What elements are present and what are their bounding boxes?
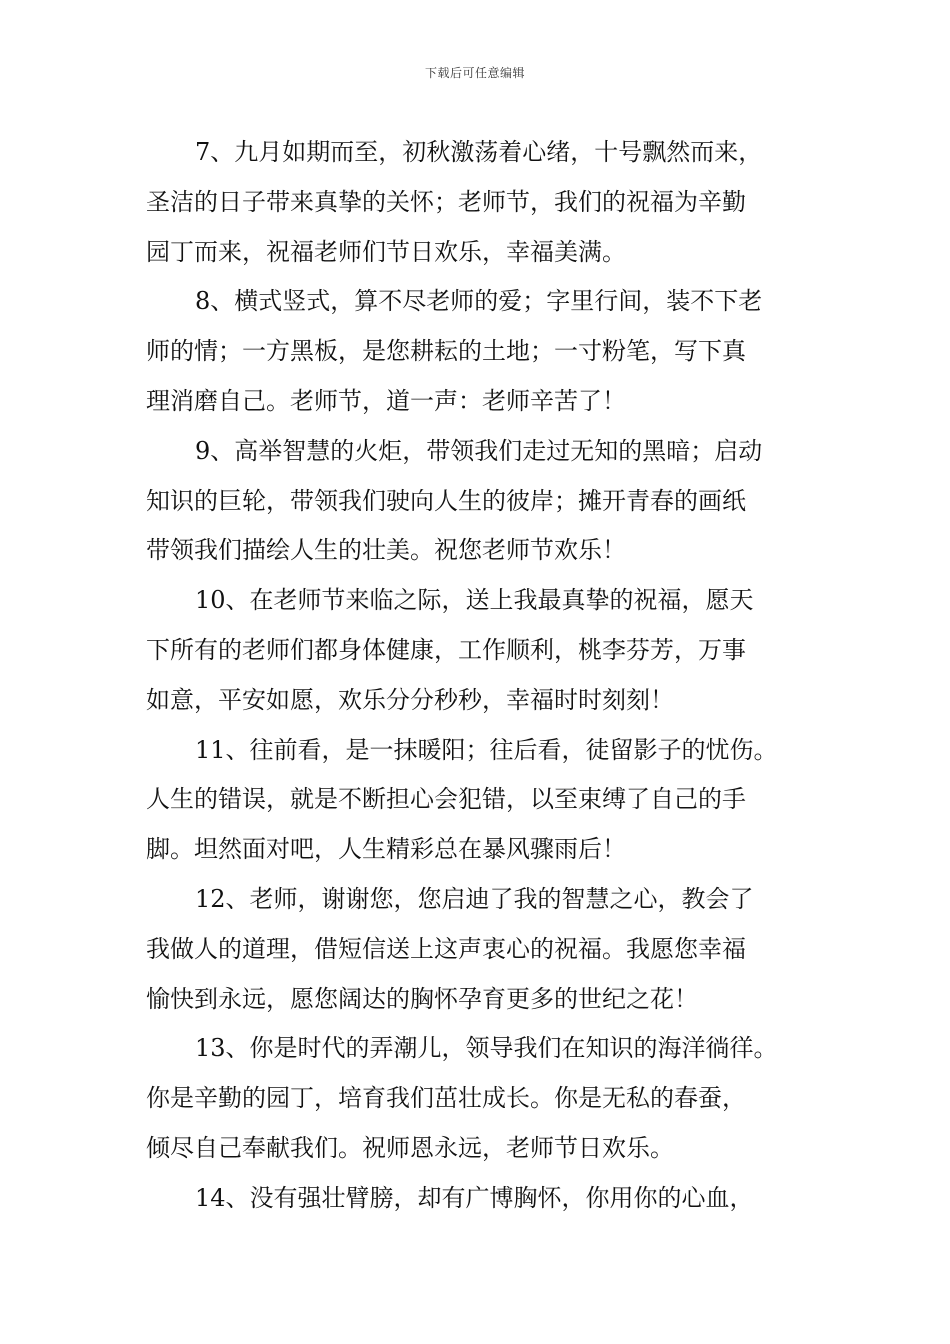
paragraph-line: 7、九月如期而至，初秋激荡着心绪，十号飘然而来， [195,138,763,166]
paragraph-line: 理消磨自己。老师节，道一声：老师辛苦了！ [146,386,626,415]
paragraph-line: 如意，平安如愿，欢乐分分秒秒，幸福时时刻刻！ [146,685,674,714]
paragraph-line: 人生的错误，就是不断担心会犯错，以至束缚了自己的手 [146,785,746,814]
paragraph-13 [146,1024,846,1173]
paragraph-8 [146,277,846,426]
paragraph-line: 下所有的老师们都身体健康，工作顺利，桃李芬芳，万事 [146,635,746,664]
paragraph-line: 9、高举智慧的火炬，带领我们走过无知的黑暗；启动 [195,436,763,465]
paragraph-line: 愉快到永远，愿您阔达的胸怀孕育更多的世纪之花！ [146,984,698,1013]
paragraph-11 [146,726,846,875]
paragraph-line: 10、在老师节来临之际，送上我最真挚的祝福，愿天 [195,586,754,615]
paragraph-line: 师的情；一方黑板，是您耕耘的土地；一寸粉笔，写下真 [146,337,746,366]
paragraph-line: 12、老师，谢谢您，您启迪了我的智慧之心，教会了 [195,884,754,913]
paragraph-line: 你是辛勤的园丁，培育我们茁壮成长。你是无私的春蚕， [146,1084,746,1113]
paragraph-12 [146,875,846,1024]
paragraph-14 [146,1174,846,1224]
page-header: 下载后可任意编辑 [424,66,525,80]
paragraph-line: 园丁而来，祝福老师们节日欢乐，幸福美满。 [146,237,626,266]
paragraph-line: 8、横式竖式，算不尽老师的爱；字里行间，装不下老 [195,287,763,316]
paragraph-line: 倾尽自己奉献我们。祝师恩永远，老师节日欢乐。 [146,1133,674,1162]
paragraph-9 [146,427,846,576]
paragraph-line: 带领我们描绘人生的壮美。祝您老师节欢乐！ [146,536,626,565]
paragraph-10 [146,576,846,725]
paragraph-line: 14、没有强壮臂膀，却有广博胸怀，你用你的心血， [195,1183,754,1212]
paragraph-line: 圣洁的日子带来真挚的关怀；老师节，我们的祝福为辛勤 [146,187,746,216]
paragraph-line: 13、你是时代的弄潮儿，领导我们在知识的海洋徜徉。 [195,1034,778,1063]
document-body [146,128,846,1224]
paragraph-line: 脚。坦然面对吧，人生精彩总在暴风骤雨后！ [146,835,626,864]
paragraph-line: 11、往前看，是一抹暖阳；往后看，徒留影子的忧伤。 [195,735,778,764]
paragraph-7 [146,128,846,277]
paragraph-line: 我做人的道理，借短信送上这声衷心的祝福。我愿您幸福 [146,934,746,963]
paragraph-line: 知识的巨轮，带领我们驶向人生的彼岸；摊开青春的画纸 [146,486,746,515]
